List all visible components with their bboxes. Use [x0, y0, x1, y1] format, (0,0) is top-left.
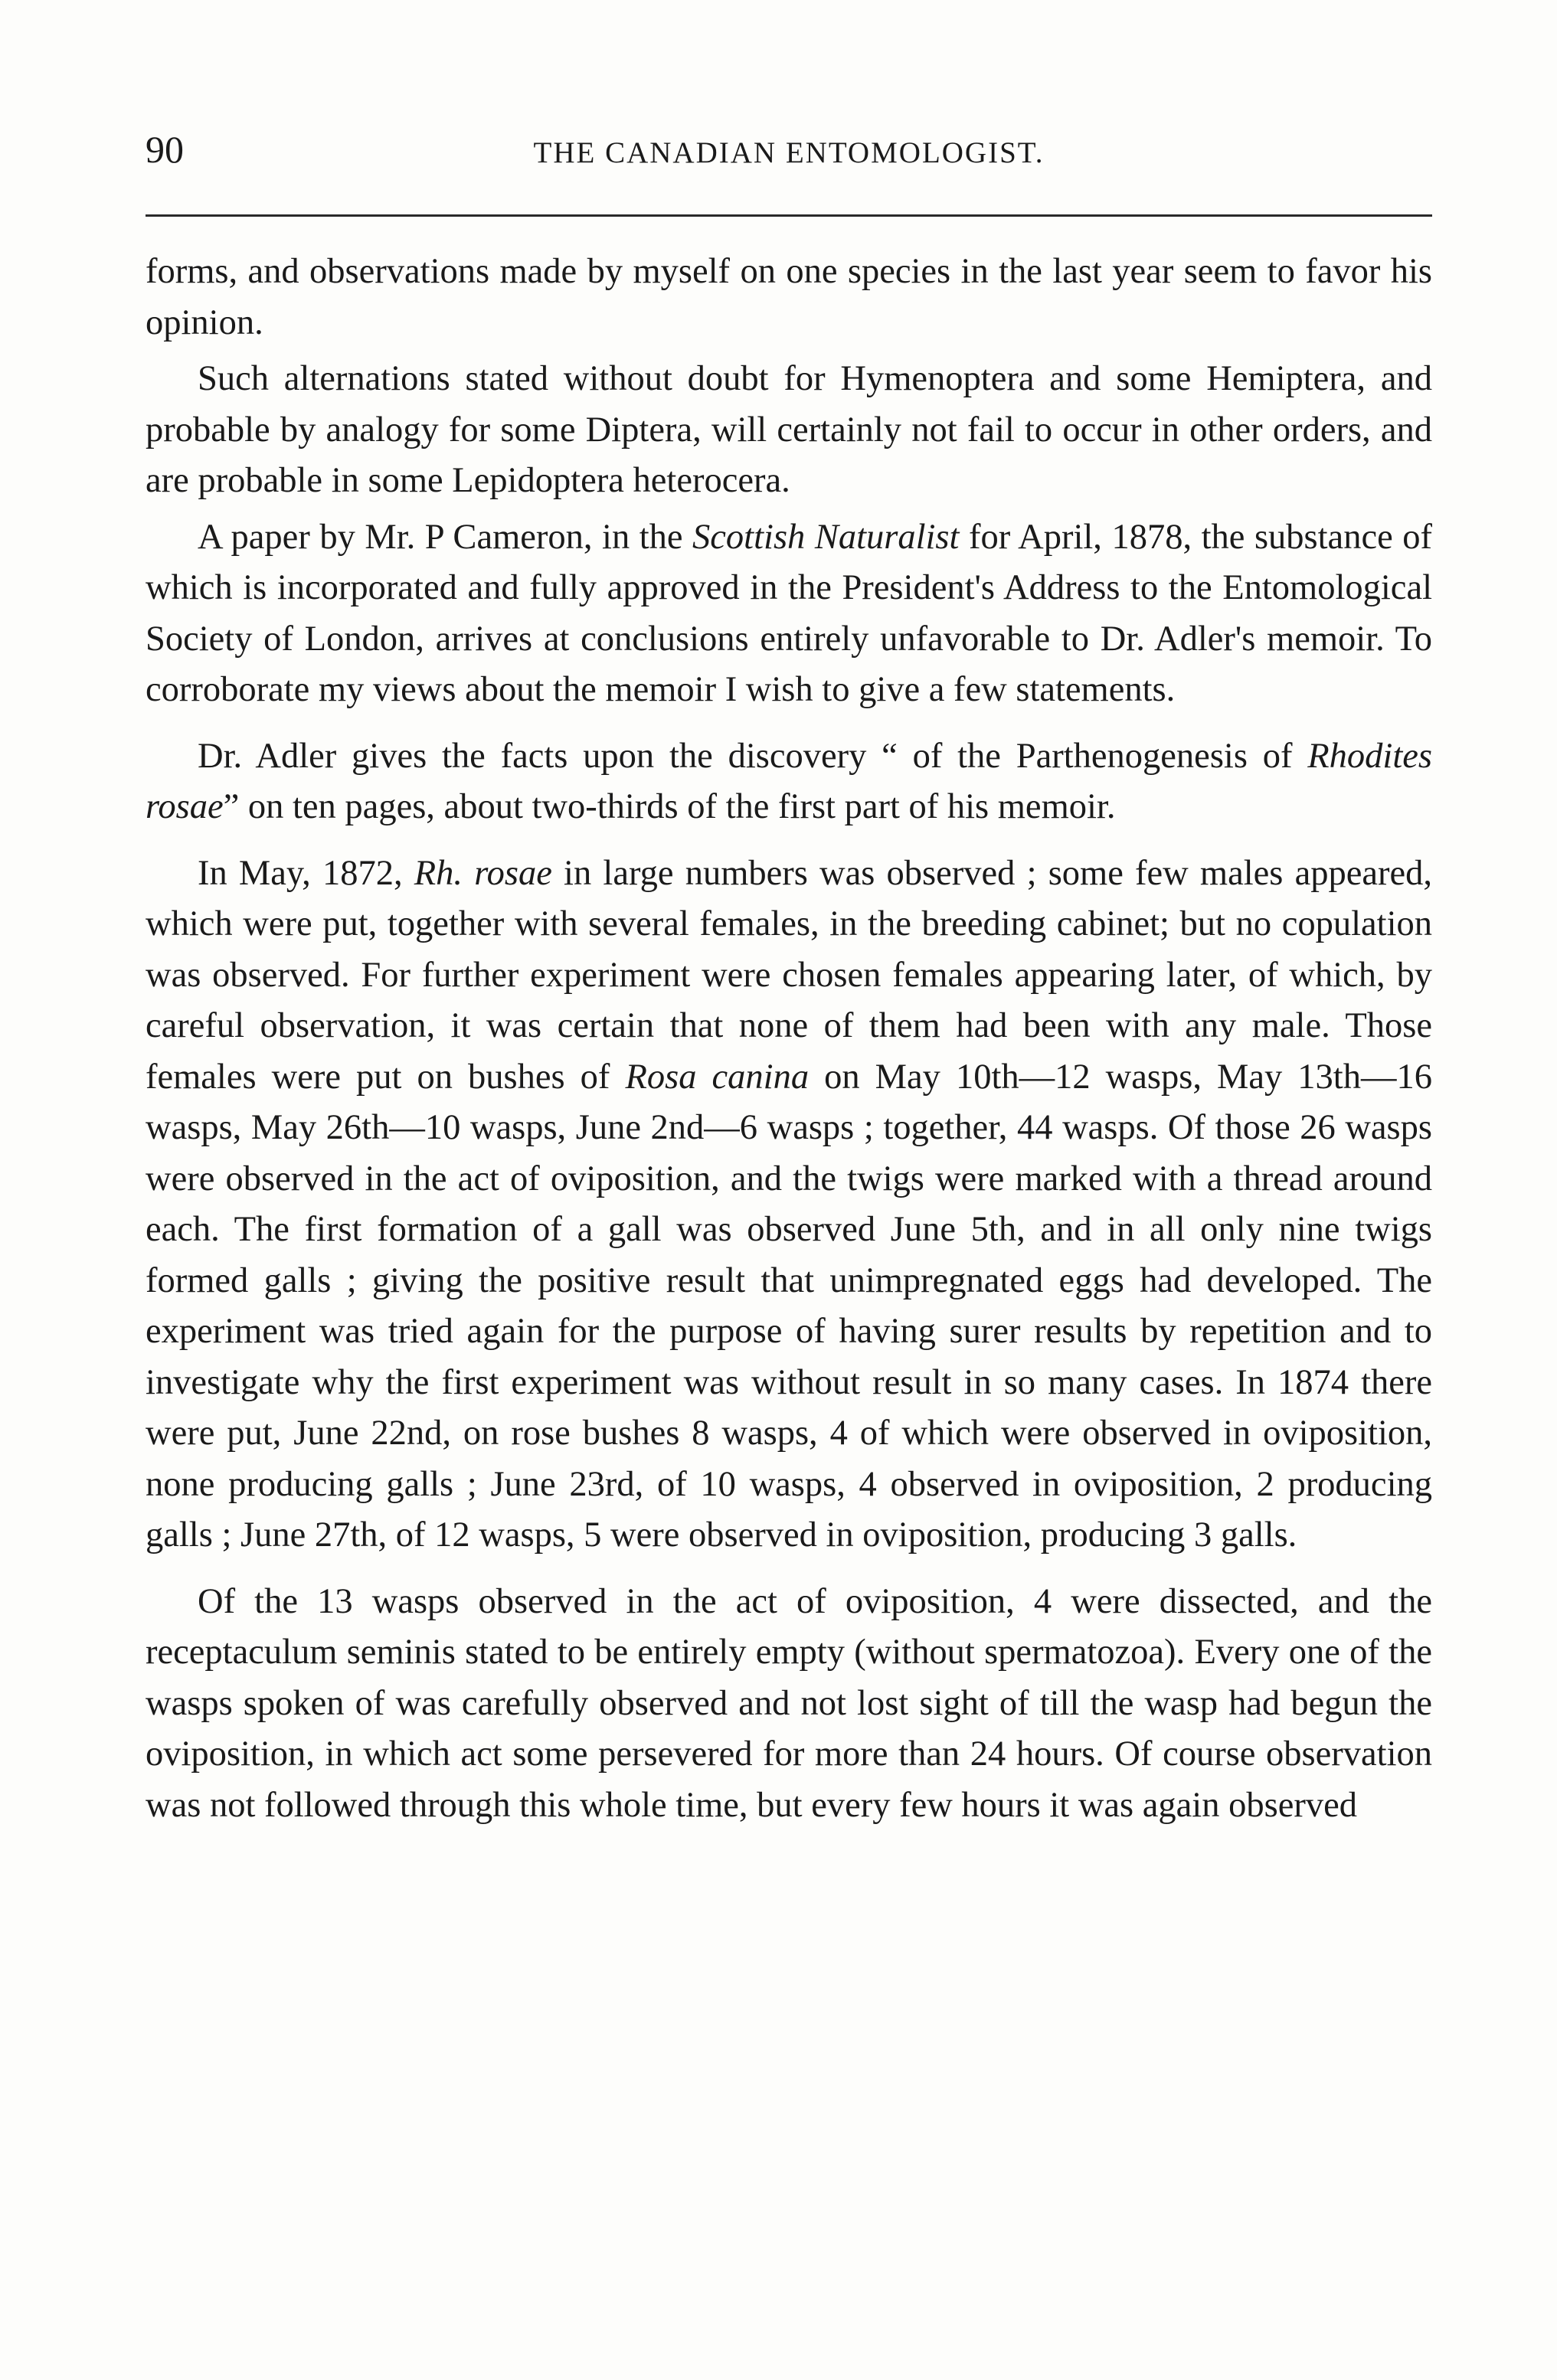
paragraph — [146, 1577, 1432, 1832]
text-run: on May 10th—12 wasps, May 13th—16 wasps, May 26th—10 wasps, June 2nd—6 wasps ; together, 44 wasps. Of those 26 wasps were observed in the act of oviposition, and the twigs were marked with a thread around each. The first formation of a gall was observed June 5th, and in all only nine twigs formed galls ; giving the positive result that unimpregnated eggs had developed. The experiment was tried again for the purpose of having surer results by repetition and to investigate why the first experiment was without result in so many cases. In 1874 there were put, June 22nd, on rose bushes 8 wasps, 4 of which were observed in oviposition, none producing galls ; June 23rd, of 10 wasps, 4 observed in oviposition, 2 producing galls ; June 27th, of 12 wasps, 5 were observed in oviposition, producing 3 galls. — [146, 1057, 1432, 1555]
paragraph — [146, 731, 1432, 833]
italic-text: Scottish Naturalist — [692, 517, 960, 557]
paragraph — [146, 848, 1432, 1561]
text-run: Of the 13 wasps observed in the act of oviposition, 4 were dissected, and the receptaculum seminis stated to be entirely empty (without spermatozoa). Every one of the wasps spoken of was carefully observed and not lost sight of till the wasp had begun the oviposition, in which act some persevered for more than 24 hours. Of course observation was not followed through this whole time, but every few hours it was again observed — [146, 1581, 1432, 1825]
italic-text: Rh. rosae — [414, 853, 552, 893]
italic-text: Rhodites rosae — [146, 736, 1432, 826]
paragraph — [146, 247, 1432, 348]
header-rule — [146, 214, 1432, 217]
text-run: Such alternations stated without doubt for Hymenoptera and some Hemiptera, and probable by analogy for some Diptera, will certainly not fail to occur in other orders, and are probable in some Lepidoptera heterocera. — [146, 359, 1432, 500]
paragraph — [146, 512, 1432, 716]
running-head: THE CANADIAN ENTOMOLOGIST. — [533, 136, 1045, 169]
text-run: A paper by Mr. P Cameron, in the — [198, 517, 693, 557]
text-run: for April, 1878, the substance of which is incorporated and fully approved in the President's Address to the Entomological Society of London, arrives at conclusions entirely unfavorable to Dr. Adler's memoir. To corroborate my views about the memoir I wish to give a few statements. — [146, 517, 1432, 709]
page-header — [146, 123, 1432, 176]
italic-text: Rosa canina — [625, 1057, 810, 1097]
text-run: forms, and observations made by myself on one species in the last year seem to favor his opinion. — [146, 252, 1432, 342]
text-run: ” on ten pages, about two-thirds of the first part of his memoir. — [223, 787, 1116, 826]
page-number: 90 — [146, 128, 184, 171]
text-run: Dr. Adler gives the facts upon the discovery “ of the Parthenogenesis of — [198, 736, 1308, 776]
text-run: In May, 1872, — [198, 853, 414, 893]
article-body — [146, 247, 1432, 1831]
text-run: in large numbers was observed ; some few males appeared, which were put, together with several females, in the breeding cabinet; but no copulation was observed. For further experiment were chosen females appearing later, of which, by careful observation, it was certain that none of them had been with any male. Those females were put on bushes of — [146, 853, 1432, 1097]
paragraph — [146, 354, 1432, 507]
